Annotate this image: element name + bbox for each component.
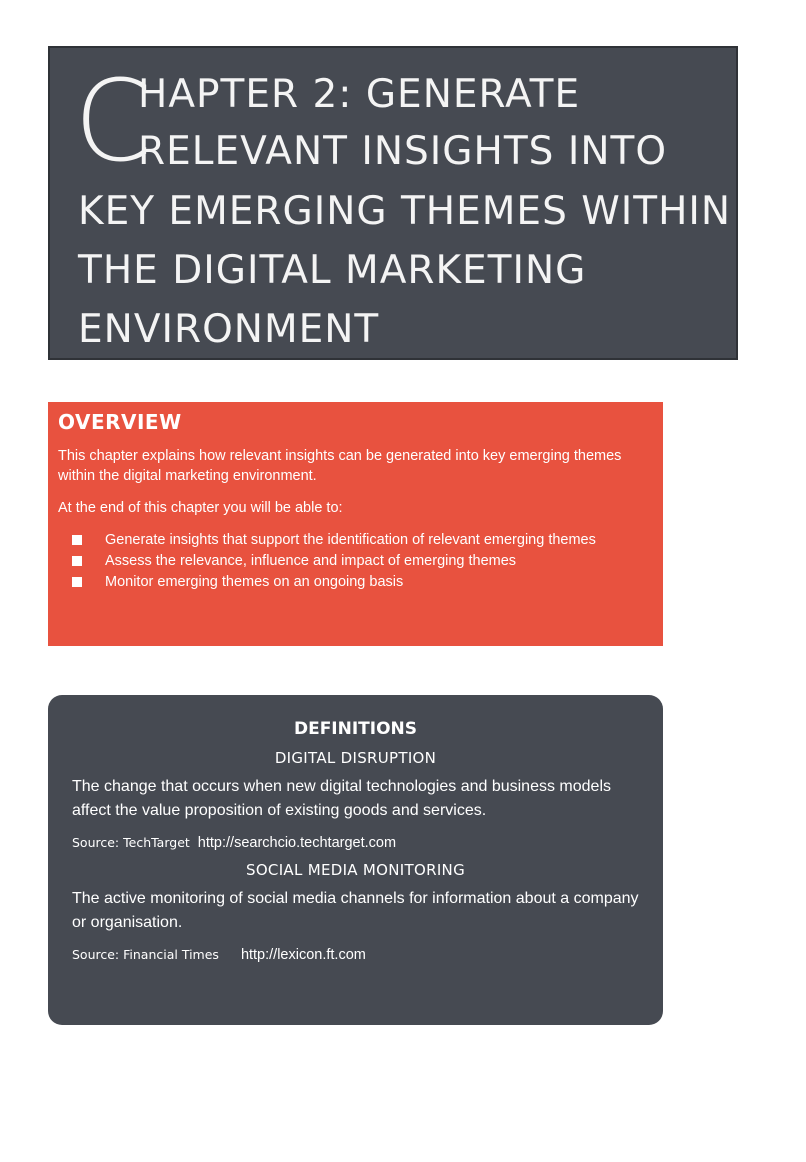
overview-heading: OVERVIEW: [58, 410, 182, 434]
source-link[interactable]: http://searchcio.techtarget.com: [197, 835, 397, 851]
objective-text: Generate insights that support the identification of relevant emerging themes: [105, 532, 596, 548]
source-label: Source: TechTarget: [72, 835, 190, 850]
definition-source: [72, 835, 639, 851]
chapter-title-line: THE DIGITAL MARKETING: [78, 248, 587, 293]
list-item: [58, 572, 653, 592]
square-bullet-icon: [72, 556, 82, 566]
chapter-title-line: RELEVANT INSIGHTS INTO: [138, 129, 668, 174]
overview-intro: This chapter explains how relevant insights can be generated into key emerging themes within the digital marketing environment.: [58, 448, 622, 484]
chapter-title-box: [48, 46, 738, 360]
definitions-heading: DEFINITIONS: [293, 719, 418, 739]
definition-source: [72, 947, 639, 963]
definition-text: The change that occurs when new digital technologies and business models affect the value proposition of existing goods and services.: [72, 778, 611, 819]
objectives-list: [58, 530, 653, 592]
square-bullet-icon: [72, 577, 82, 587]
chapter-title-line: ENVIRONMENT: [78, 307, 380, 352]
objective-text: Monitor emerging themes on an ongoing basis: [105, 574, 404, 590]
chapter-drop-cap: C: [74, 57, 149, 187]
chapter-title-line: HAPTER 2: GENERATE: [138, 72, 581, 117]
definitions-box: [48, 695, 663, 1025]
list-item: [58, 551, 653, 571]
chapter-title-line: KEY EMERGING THEMES WITHIN: [78, 189, 732, 234]
definition-text: The active monitoring of social media channels for information about a company or organisation.: [72, 890, 639, 931]
source-label: Source: Financial Times: [72, 947, 219, 962]
square-bullet-icon: [72, 535, 82, 545]
definition-term: DIGITAL DISRUPTION: [274, 749, 437, 767]
list-item: [58, 530, 653, 550]
overview-box: [48, 402, 663, 646]
objective-text: Assess the relevance, influence and impact of emerging themes: [105, 553, 517, 569]
overview-lead: At the end of this chapter you will be able to:: [58, 500, 343, 516]
source-link[interactable]: http://lexicon.ft.com: [240, 947, 366, 963]
definition-term: SOCIAL MEDIA MONITORING: [246, 861, 465, 879]
